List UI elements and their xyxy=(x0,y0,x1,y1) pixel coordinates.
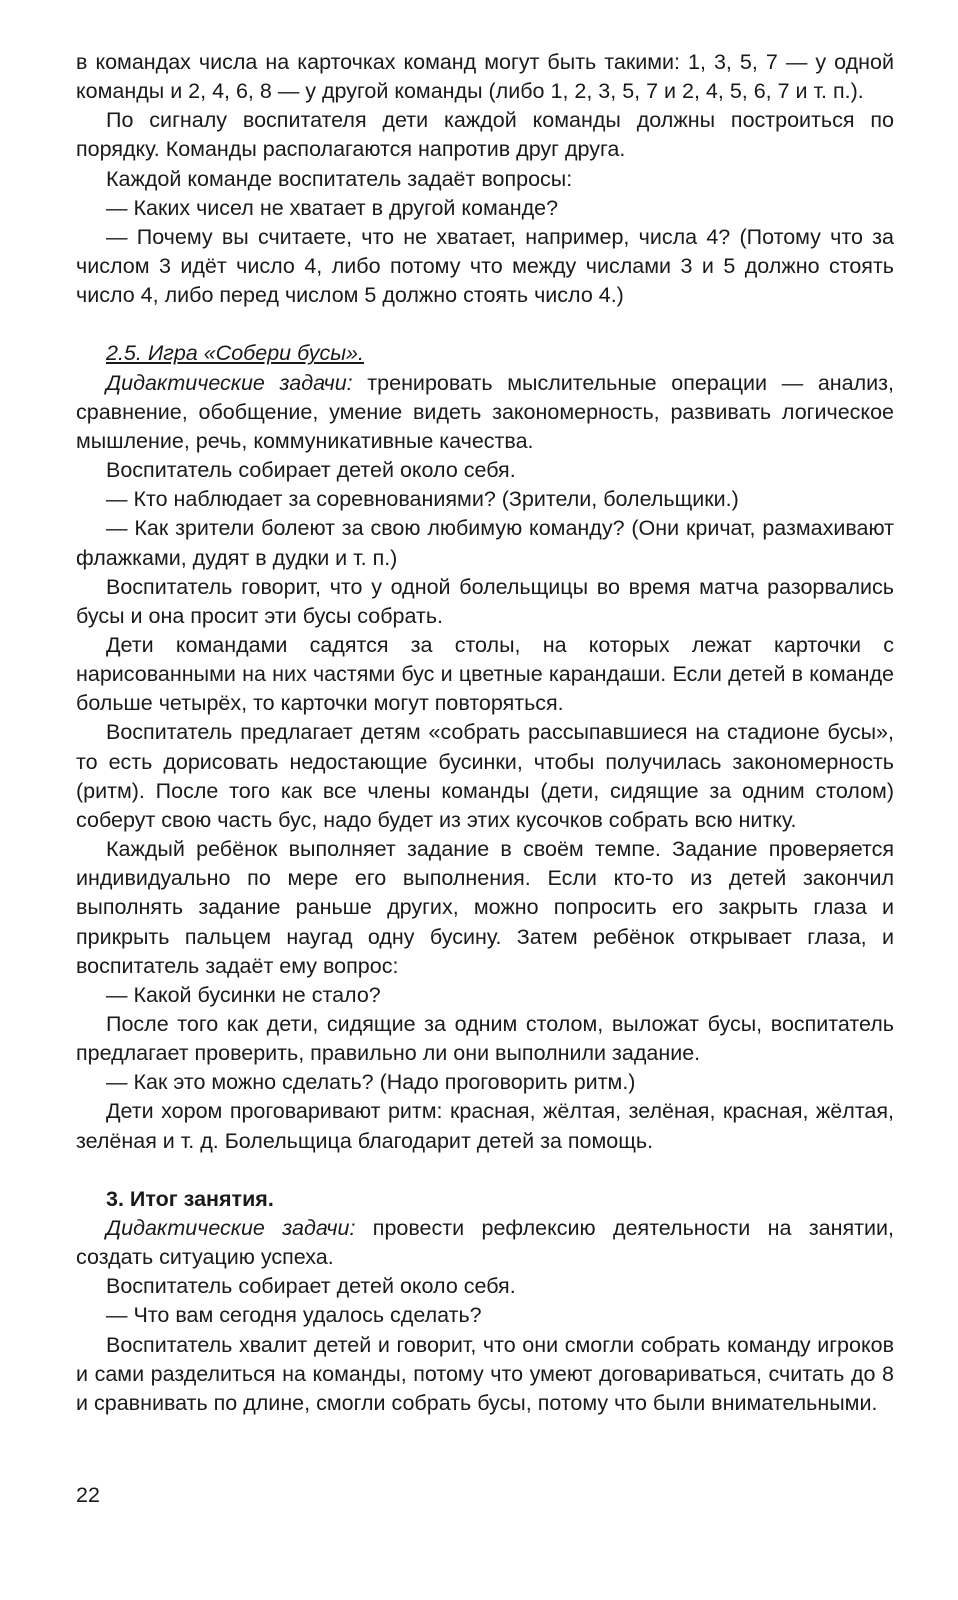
spacer xyxy=(76,1156,894,1185)
paragraph: Каждый ребёнок выполняет задание в своём темпе. Задание проверяется индивидуально по мере его выполнения. Если кто-то из детей закончил выполнять задание раньше других, можно попросить его закрыть глаза и прикрыть пальцем наугад одну бусину. Затем ребёнок открывает глаза, и воспитатель задаёт ему вопрос: xyxy=(76,837,894,978)
paragraph: Воспитатель говорит, что у одной болельщицы во время матча разорвались бусы и она просит эти бусы собрать. xyxy=(76,574,894,628)
paragraph: — Каких чисел не хватает в другой команде? xyxy=(106,195,559,220)
paragraph: Каждой команде воспитатель задаёт вопросы: xyxy=(106,166,573,191)
didactic-text: провести рефлексию деятельности на занятии, создать ситуацию успеха. xyxy=(76,1215,894,1270)
paragraph: — Кто наблюдает за соревнованиями? (Зрители, болельщики.) xyxy=(106,487,739,512)
didactic-text: тренировать мыслительные операции — анализ, сравнение, обобщение, умение видеть закономерность, развивать логическое мышление, речь, коммуникативные качества. xyxy=(76,370,894,453)
paragraph: По сигналу воспитателя дети каждой команды должны построиться по порядку. Команды располагаются напротив друг друга. xyxy=(76,108,894,162)
paragraph: — Как зрители болеют за свою любимую команду? (Они кричат, размахивают флажками, дудят в дудки и т. п.) xyxy=(76,516,894,570)
paragraph: — Как это можно сделать? (Надо проговорить ритм.) xyxy=(106,1070,636,1095)
paragraph: Дети хором проговаривают ритм: красная, жёлтая, зелёная, красная, жёлтая, зелёная и т. д. Болельщица благодарит детей за помощь. xyxy=(76,1099,894,1153)
didactic-paragraph xyxy=(76,1214,894,1272)
paragraph: в командах числа на карточках команд могут быть такими: 1, 3, 5, 7 — у одной команды и 2, 4, 6, 8 — у другой команды (либо 1, 2, 3, 5, 7 и 2, 4, 5, 6, 7 и т. п.). xyxy=(76,50,894,104)
didactic-label: Дидактические задачи: xyxy=(106,1215,356,1240)
section-heading-text: 2.5. Игра «Собери бусы». xyxy=(106,341,364,366)
paragraph: — Какой бусинки не стало? xyxy=(106,982,381,1007)
paragraph: Воспитатель собирает детей около себя. xyxy=(106,458,516,483)
paragraph: Воспитатель хвалит детей и говорит, что они смогли собрать команду игроков и сами разделиться на команды, потому что умеют договариваться, считать до 8 и сравнивать по длине, смогли собрать бусы, потому что были внимательными. xyxy=(76,1332,894,1415)
paragraph: — Почему вы считаете, что не хватает, например, числа 4? (Потому что за числом 3 идёт число 4, либо потому что между числами 3 и 5 должно стоять число 4, либо перед числом 5 должно стоять число 4.) xyxy=(76,224,894,308)
section-heading-text: 3. Итог занятия. xyxy=(106,1186,274,1211)
didactic-paragraph xyxy=(76,369,894,456)
page-number: 22 xyxy=(76,1483,100,1507)
paragraph: Дети командами садятся за столы, на которых лежат карточки с нарисованными на них частями бус и цветные карандаши. Если детей в команде больше четырёх, то карточки могут повторяться. xyxy=(76,632,894,716)
section-heading-3 xyxy=(76,1185,894,1214)
section-heading-2-5 xyxy=(76,339,894,368)
spacer xyxy=(76,310,894,339)
page-body xyxy=(76,48,894,1418)
paragraph: Воспитатель собирает детей около себя. xyxy=(106,1274,516,1299)
paragraph: — Что вам сегодня удалось сделать? xyxy=(106,1303,482,1328)
paragraph: После того как дети, сидящие за одним столом, выложат бусы, воспитатель предлагает проверить, правильно ли они выполнили задание. xyxy=(76,1012,894,1066)
didactic-label: Дидактические задачи: xyxy=(106,370,353,395)
paragraph: Воспитатель предлагает детям «собрать рассыпавшиеся на стадионе бусы», то есть дорисовать недостающие бусинки, чтобы получилась закономерность (ритм). После того как все члены команды (дети, сидящие за одним столом) соберут свою часть бус, надо будет из этих кусочков собрать всю нитку. xyxy=(76,720,894,832)
